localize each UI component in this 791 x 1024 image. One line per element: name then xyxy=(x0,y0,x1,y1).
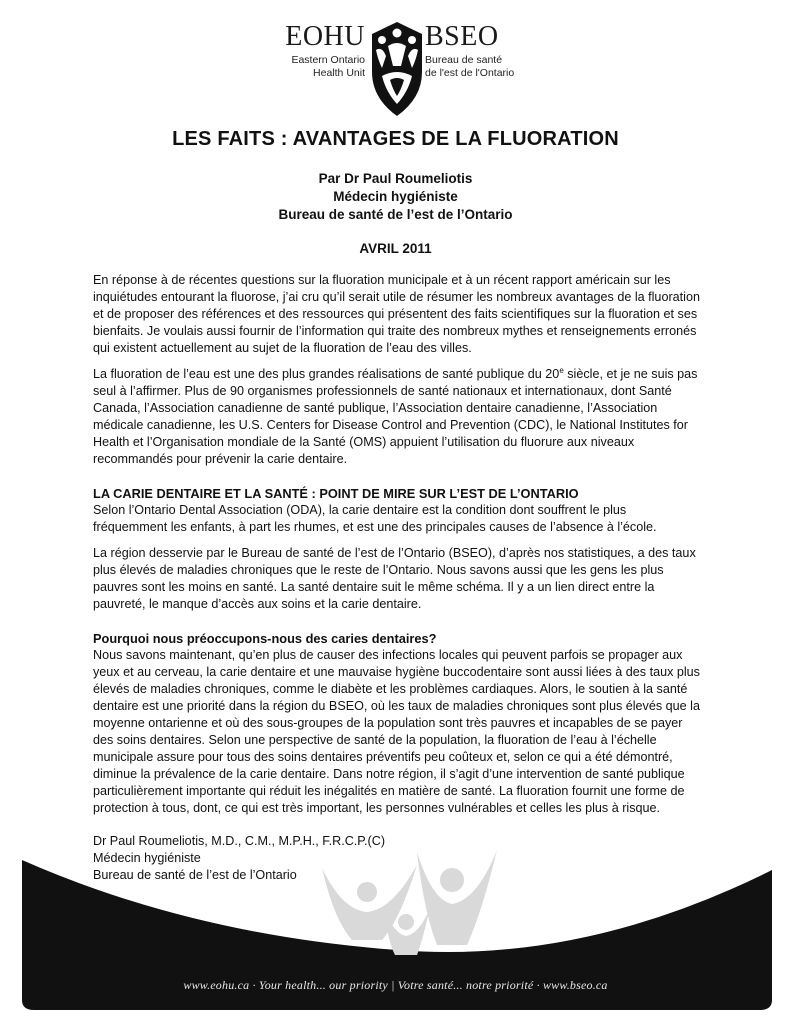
paragraph-why-concerned: Nous savons maintenant, qu’en plus de causer des infections locales qui peuvent parfois se propager aux yeux et au cerveau, la carie dentaire et une mauvaise hygiène buccodentaire sont aussi liées à des taux plus élevés de maladies chroniques, comme le diabète et les problèmes cardiaques. Alors, le soutien à la santé dentaire est une priorité dans la région du BSEO, où les taux de maladies chroniques sont plus élevés que la moyenne ontarienne et où des sous-groupes de la population sont très pauvres et incapables de se payer des soins dentaires. Selon une perspective de santé de la population, la fluoration de l’eau à l’échelle municipale assure pour tous des soins dentaires préventifs peu coûteux et, selon ce qui a été démontré, diminue la prévalence de la carie dentaire. Dans notre région, il s’agit d’une intervention de santé publique particulièrement importante qui réduit les inégalités en matière de santé. La fluoration fournit une forme de protection à tous, dont, ce qui est très important, les personnes vulnérables et celles les plus à risque. xyxy=(93,648,700,815)
logo-abbr-french: BSEO xyxy=(425,21,499,52)
document-title: LES FAITS : AVANTAGES DE LA FLUORATION xyxy=(172,128,619,150)
section-heading-dental-health: LA CARIE DENTAIRE ET LA SANTÉ : POINT DE MIRE SUR L’EST DE L’ONTARIO xyxy=(93,486,579,501)
logo-name-french-line2: de l'est de l'Ontario xyxy=(425,67,515,79)
byline-author: Par Dr Paul Roumeliotis xyxy=(318,171,473,186)
signature-organization: Bureau de santé de l’est de l’Ontario xyxy=(93,868,297,882)
logo-abbr-english: EOHU xyxy=(285,21,365,52)
section-heading-why-concerned: Pourquoi nous préoccupons-nous des caries dentaires? xyxy=(93,631,437,646)
paragraph-fluoration-text-end: siècle, et je ne suis pas seul à l’affirmer. Plus de 90 organismes professionnels de santé nationaux et internationaux, dont Santé Canada, l’Association canadienne de santé publique, l’Association dentaire canadienne, l’Association médicale canadienne, les U.S. Centers for Disease Control and Prevention (CDC), le National Institutes for Health et l’Organisation mondiale de la Santé (OMS) appuient l’utilisation du fluorure aux niveaux recommandés pour prévenir la carie dentaire. xyxy=(93,367,698,466)
organization-logo xyxy=(275,20,515,120)
paragraph-fluoration-achievement xyxy=(93,366,703,468)
paragraph-region: La région desservie par le Bureau de santé de l’est de l’Ontario (BSEO), d’après nos statistiques, a des taux plus élevés de maladies chroniques que le reste de l’Ontario. Nous savons aussi que les gens les plus pauvres sont les moins en santé. La santé dentaire suit le même schéma. Il y a un lien direct entre la pauvreté, le manque d’accès aux soins et la carie dentaire. xyxy=(93,546,696,611)
paragraph-fluoration-text-start: La fluoration de l’eau est une des plus grandes réalisations de santé publique du 20 xyxy=(93,367,560,381)
byline-role: Médecin hygiéniste xyxy=(333,189,458,204)
footer-tagline: www.eohu.ca · Your health... our priority | Votre santé... notre priorité · www.bseo.ca xyxy=(183,978,608,992)
footer-people-icon xyxy=(322,850,497,955)
shield-people-icon xyxy=(368,20,426,118)
paragraph-intro: En réponse à de récentes questions sur la fluoration municipale et à un récent rapport américain sur les inquiétudes entourant la fluorose, j’ai cru qu’il serait utile de résumer les nombreux avantages de la fluoration et de proposer des références et des ressources qui présentent des faits scientifiques sur la fluoration et ses bienfaits. Je voulais aussi fournir de l’information qui traite des nombreux mythes et renseignements erronés qui existent actuellement au sujet de la fluoration de l’eau des villes. xyxy=(93,273,700,355)
byline xyxy=(0,170,791,224)
byline-organization: Bureau de santé de l’est de l’Ontario xyxy=(278,207,513,222)
signature-role: Médecin hygiéniste xyxy=(93,851,201,865)
signature-name: Dr Paul Roumeliotis, M.D., C.M., M.P.H., F.R.C.P.(C) xyxy=(93,834,386,848)
document-date: AVRIL 2011 xyxy=(359,241,432,256)
superscript-e: e xyxy=(559,365,564,375)
logo-name-english-line2: Health Unit xyxy=(313,67,365,79)
logo-name-english-line1: Eastern Ontario xyxy=(291,54,365,66)
document-body xyxy=(93,272,703,884)
logo-name-french-line1: Bureau de santé xyxy=(425,54,503,66)
logo-left-block xyxy=(275,20,365,80)
logo-right-block xyxy=(425,20,525,80)
paragraph-oda: Selon l’Ontario Dental Association (ODA), la carie dentaire est la condition dont souffrent le plus fréquemment les enfants, à part les rhumes, et est une des principales causes de l’absence à l’école. xyxy=(93,503,657,534)
